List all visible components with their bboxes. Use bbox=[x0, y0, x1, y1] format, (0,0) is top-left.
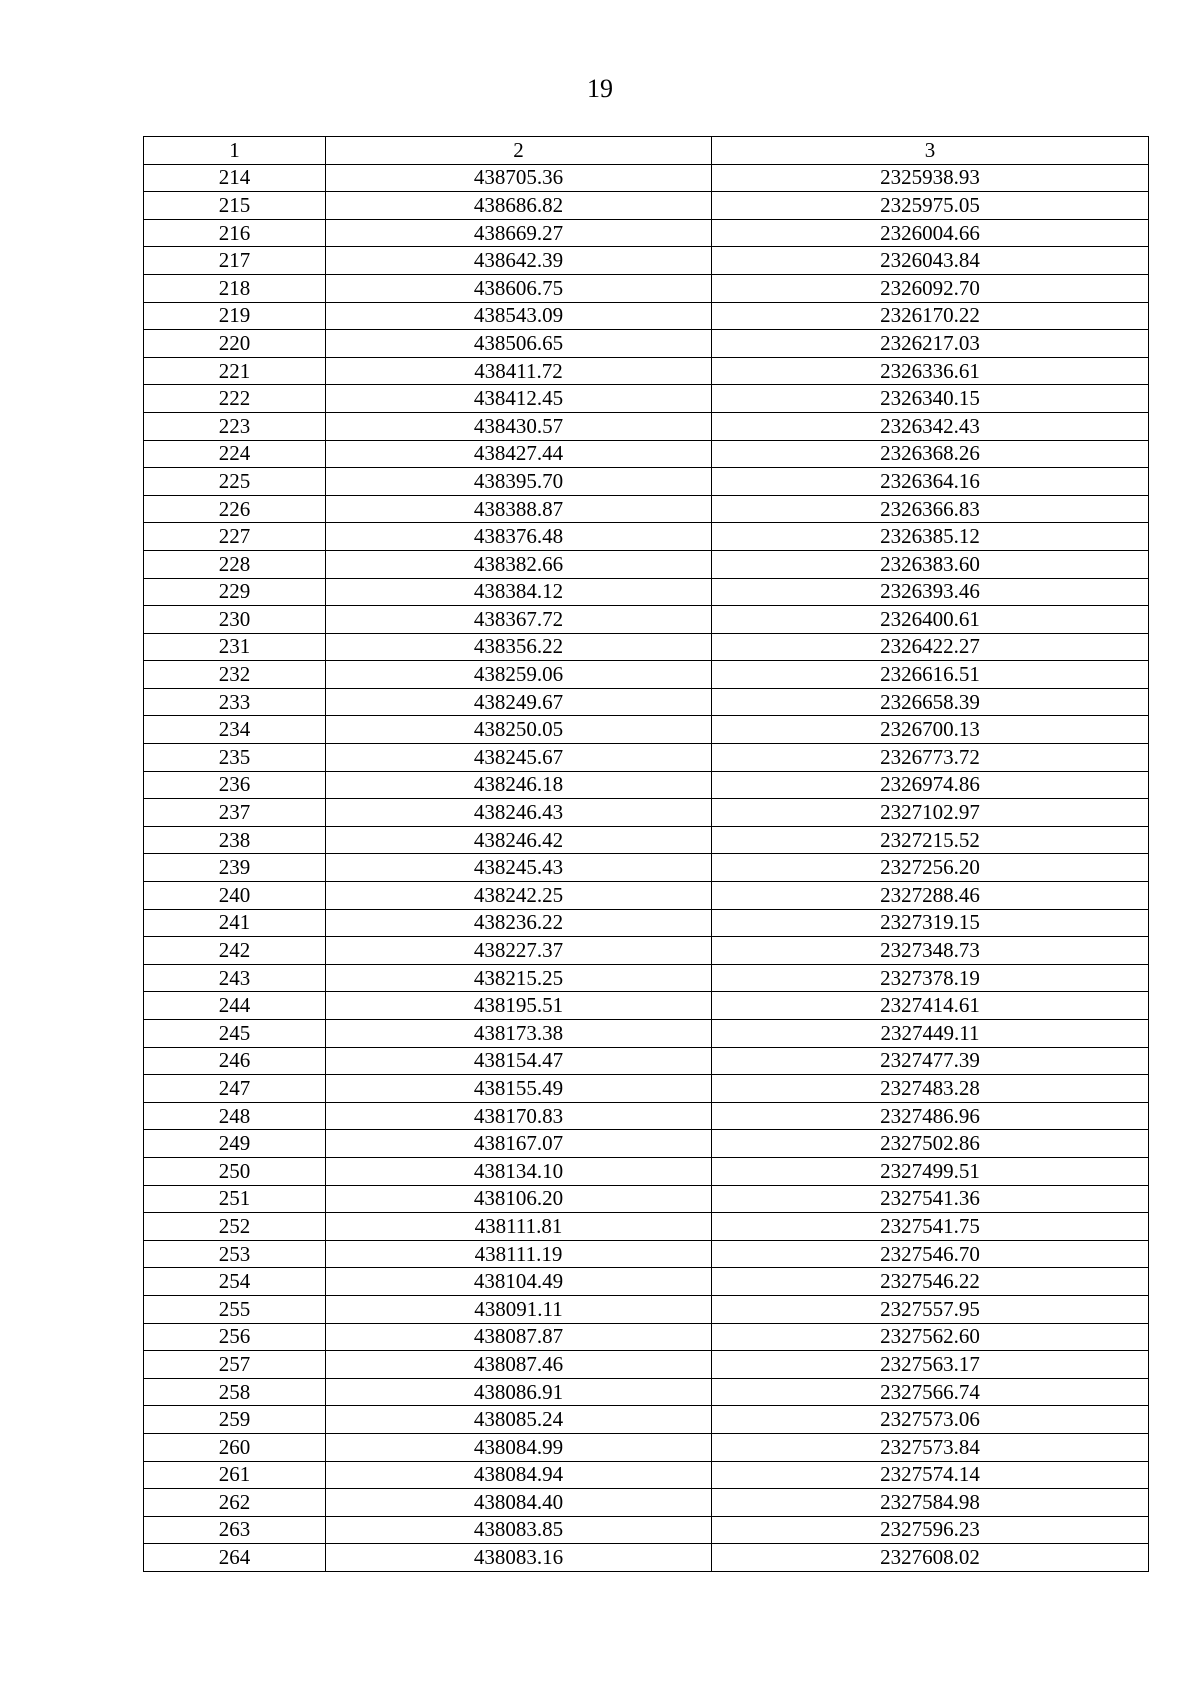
point-number-cell: 237 bbox=[144, 799, 326, 827]
y-coordinate-cell: 2327541.75 bbox=[712, 1213, 1149, 1241]
point-number-cell: 229 bbox=[144, 578, 326, 606]
x-coordinate-cell: 438086.91 bbox=[326, 1378, 712, 1406]
point-number-cell: 261 bbox=[144, 1461, 326, 1489]
table-row bbox=[144, 578, 1149, 606]
table-row bbox=[144, 1295, 1149, 1323]
table-row bbox=[144, 1075, 1149, 1103]
point-number-cell: 255 bbox=[144, 1295, 326, 1323]
point-number-cell: 217 bbox=[144, 247, 326, 275]
x-coordinate-cell: 438215.25 bbox=[326, 964, 712, 992]
table-row bbox=[144, 1130, 1149, 1158]
table-row bbox=[144, 937, 1149, 965]
coordinates-table bbox=[143, 136, 1149, 1572]
table-row bbox=[144, 1406, 1149, 1434]
point-number-cell: 249 bbox=[144, 1130, 326, 1158]
point-number-cell: 240 bbox=[144, 882, 326, 910]
y-coordinate-cell: 2326368.26 bbox=[712, 440, 1149, 468]
table-row bbox=[144, 1489, 1149, 1517]
table-row bbox=[144, 854, 1149, 882]
y-coordinate-cell: 2326773.72 bbox=[712, 744, 1149, 772]
point-number-cell: 232 bbox=[144, 661, 326, 689]
point-number-cell: 226 bbox=[144, 495, 326, 523]
table-row bbox=[144, 440, 1149, 468]
y-coordinate-cell: 2327215.52 bbox=[712, 826, 1149, 854]
y-coordinate-cell: 2326336.61 bbox=[712, 357, 1149, 385]
x-coordinate-cell: 438236.22 bbox=[326, 909, 712, 937]
x-coordinate-cell: 438084.94 bbox=[326, 1461, 712, 1489]
table-row bbox=[144, 661, 1149, 689]
table-row bbox=[144, 302, 1149, 330]
y-coordinate-cell: 2327596.23 bbox=[712, 1516, 1149, 1544]
y-coordinate-cell: 2327562.60 bbox=[712, 1323, 1149, 1351]
table-row bbox=[144, 523, 1149, 551]
point-number-cell: 250 bbox=[144, 1157, 326, 1185]
x-coordinate-cell: 438195.51 bbox=[326, 992, 712, 1020]
point-number-cell: 254 bbox=[144, 1268, 326, 1296]
column-header: 1 bbox=[144, 137, 326, 165]
x-coordinate-cell: 438084.99 bbox=[326, 1433, 712, 1461]
table-row bbox=[144, 1185, 1149, 1213]
table-row bbox=[144, 1047, 1149, 1075]
y-coordinate-cell: 2326342.43 bbox=[712, 412, 1149, 440]
x-coordinate-cell: 438384.12 bbox=[326, 578, 712, 606]
point-number-cell: 233 bbox=[144, 688, 326, 716]
y-coordinate-cell: 2326658.39 bbox=[712, 688, 1149, 716]
table-row bbox=[144, 688, 1149, 716]
x-coordinate-cell: 438705.36 bbox=[326, 164, 712, 192]
y-coordinate-cell: 2326422.27 bbox=[712, 633, 1149, 661]
x-coordinate-cell: 438382.66 bbox=[326, 550, 712, 578]
y-coordinate-cell: 2327378.19 bbox=[712, 964, 1149, 992]
table-row bbox=[144, 909, 1149, 937]
point-number-cell: 230 bbox=[144, 606, 326, 634]
y-coordinate-cell: 2326004.66 bbox=[712, 219, 1149, 247]
x-coordinate-cell: 438411.72 bbox=[326, 357, 712, 385]
x-coordinate-cell: 438083.85 bbox=[326, 1516, 712, 1544]
table-row bbox=[144, 1544, 1149, 1572]
point-number-cell: 241 bbox=[144, 909, 326, 937]
x-coordinate-cell: 438084.40 bbox=[326, 1489, 712, 1517]
y-coordinate-cell: 2326092.70 bbox=[712, 274, 1149, 302]
y-coordinate-cell: 2326364.16 bbox=[712, 468, 1149, 496]
y-coordinate-cell: 2326043.84 bbox=[712, 247, 1149, 275]
table-row bbox=[144, 1157, 1149, 1185]
y-coordinate-cell: 2327348.73 bbox=[712, 937, 1149, 965]
point-number-cell: 260 bbox=[144, 1433, 326, 1461]
table-row bbox=[144, 964, 1149, 992]
x-coordinate-cell: 438388.87 bbox=[326, 495, 712, 523]
point-number-cell: 251 bbox=[144, 1185, 326, 1213]
point-number-cell: 252 bbox=[144, 1213, 326, 1241]
y-coordinate-cell: 2326217.03 bbox=[712, 330, 1149, 358]
table-row bbox=[144, 716, 1149, 744]
x-coordinate-cell: 438543.09 bbox=[326, 302, 712, 330]
table-row bbox=[144, 468, 1149, 496]
x-coordinate-cell: 438155.49 bbox=[326, 1075, 712, 1103]
table-row bbox=[144, 274, 1149, 302]
point-number-cell: 257 bbox=[144, 1351, 326, 1379]
x-coordinate-cell: 438087.46 bbox=[326, 1351, 712, 1379]
table-row bbox=[144, 882, 1149, 910]
y-coordinate-cell: 2326383.60 bbox=[712, 550, 1149, 578]
point-number-cell: 242 bbox=[144, 937, 326, 965]
x-coordinate-cell: 438245.43 bbox=[326, 854, 712, 882]
y-coordinate-cell: 2327557.95 bbox=[712, 1295, 1149, 1323]
x-coordinate-cell: 438250.05 bbox=[326, 716, 712, 744]
point-number-cell: 219 bbox=[144, 302, 326, 330]
point-number-cell: 263 bbox=[144, 1516, 326, 1544]
table-row bbox=[144, 992, 1149, 1020]
y-coordinate-cell: 2326393.46 bbox=[712, 578, 1149, 606]
point-number-cell: 246 bbox=[144, 1047, 326, 1075]
table-row bbox=[144, 1020, 1149, 1048]
x-coordinate-cell: 438083.16 bbox=[326, 1544, 712, 1572]
point-number-cell: 236 bbox=[144, 771, 326, 799]
point-number-cell: 231 bbox=[144, 633, 326, 661]
y-coordinate-cell: 2327483.28 bbox=[712, 1075, 1149, 1103]
y-coordinate-cell: 2327546.22 bbox=[712, 1268, 1149, 1296]
table-row bbox=[144, 1351, 1149, 1379]
x-coordinate-cell: 438242.25 bbox=[326, 882, 712, 910]
point-number-cell: 264 bbox=[144, 1544, 326, 1572]
point-number-cell: 244 bbox=[144, 992, 326, 1020]
x-coordinate-cell: 438430.57 bbox=[326, 412, 712, 440]
table-row bbox=[144, 330, 1149, 358]
point-number-cell: 216 bbox=[144, 219, 326, 247]
table-row bbox=[144, 1433, 1149, 1461]
table-row bbox=[144, 192, 1149, 220]
point-number-cell: 214 bbox=[144, 164, 326, 192]
table-header-row bbox=[144, 137, 1149, 165]
y-coordinate-cell: 2326616.51 bbox=[712, 661, 1149, 689]
table-row bbox=[144, 1213, 1149, 1241]
point-number-cell: 218 bbox=[144, 274, 326, 302]
x-coordinate-cell: 438356.22 bbox=[326, 633, 712, 661]
y-coordinate-cell: 2327573.06 bbox=[712, 1406, 1149, 1434]
x-coordinate-cell: 438111.81 bbox=[326, 1213, 712, 1241]
table-row bbox=[144, 1378, 1149, 1406]
y-coordinate-cell: 2327499.51 bbox=[712, 1157, 1149, 1185]
point-number-cell: 228 bbox=[144, 550, 326, 578]
x-coordinate-cell: 438246.43 bbox=[326, 799, 712, 827]
x-coordinate-cell: 438154.47 bbox=[326, 1047, 712, 1075]
table-row bbox=[144, 219, 1149, 247]
table-row bbox=[144, 495, 1149, 523]
point-number-cell: 235 bbox=[144, 744, 326, 772]
point-number-cell: 223 bbox=[144, 412, 326, 440]
point-number-cell: 243 bbox=[144, 964, 326, 992]
y-coordinate-cell: 2326974.86 bbox=[712, 771, 1149, 799]
point-number-cell: 220 bbox=[144, 330, 326, 358]
x-coordinate-cell: 438259.06 bbox=[326, 661, 712, 689]
x-coordinate-cell: 438395.70 bbox=[326, 468, 712, 496]
x-coordinate-cell: 438686.82 bbox=[326, 192, 712, 220]
point-number-cell: 248 bbox=[144, 1102, 326, 1130]
y-coordinate-cell: 2327502.86 bbox=[712, 1130, 1149, 1158]
y-coordinate-cell: 2327319.15 bbox=[712, 909, 1149, 937]
page-number: 19 bbox=[587, 74, 613, 103]
table-row bbox=[144, 744, 1149, 772]
y-coordinate-cell: 2326385.12 bbox=[712, 523, 1149, 551]
table-body bbox=[144, 164, 1149, 1571]
y-coordinate-cell: 2326170.22 bbox=[712, 302, 1149, 330]
table-row bbox=[144, 412, 1149, 440]
x-coordinate-cell: 438376.48 bbox=[326, 523, 712, 551]
table-row bbox=[144, 1240, 1149, 1268]
point-number-cell: 256 bbox=[144, 1323, 326, 1351]
x-coordinate-cell: 438246.18 bbox=[326, 771, 712, 799]
y-coordinate-cell: 2327288.46 bbox=[712, 882, 1149, 910]
y-coordinate-cell: 2326400.61 bbox=[712, 606, 1149, 634]
point-number-cell: 222 bbox=[144, 385, 326, 413]
y-coordinate-cell: 2327563.17 bbox=[712, 1351, 1149, 1379]
table-row bbox=[144, 799, 1149, 827]
x-coordinate-cell: 438506.65 bbox=[326, 330, 712, 358]
point-number-cell: 247 bbox=[144, 1075, 326, 1103]
point-number-cell: 253 bbox=[144, 1240, 326, 1268]
point-number-cell: 225 bbox=[144, 468, 326, 496]
table-row bbox=[144, 1323, 1149, 1351]
y-coordinate-cell: 2327546.70 bbox=[712, 1240, 1149, 1268]
table-row bbox=[144, 1461, 1149, 1489]
point-number-cell: 234 bbox=[144, 716, 326, 744]
x-coordinate-cell: 438606.75 bbox=[326, 274, 712, 302]
point-number-cell: 221 bbox=[144, 357, 326, 385]
table-row bbox=[144, 1516, 1149, 1544]
table-row bbox=[144, 357, 1149, 385]
table-row bbox=[144, 826, 1149, 854]
point-number-cell: 258 bbox=[144, 1378, 326, 1406]
table-row bbox=[144, 771, 1149, 799]
y-coordinate-cell: 2325938.93 bbox=[712, 164, 1149, 192]
point-number-cell: 215 bbox=[144, 192, 326, 220]
table-row bbox=[144, 164, 1149, 192]
x-coordinate-cell: 438091.11 bbox=[326, 1295, 712, 1323]
column-header: 3 bbox=[712, 137, 1149, 165]
x-coordinate-cell: 438642.39 bbox=[326, 247, 712, 275]
y-coordinate-cell: 2327486.96 bbox=[712, 1102, 1149, 1130]
y-coordinate-cell: 2326366.83 bbox=[712, 495, 1149, 523]
y-coordinate-cell: 2327541.36 bbox=[712, 1185, 1149, 1213]
point-number-cell: 239 bbox=[144, 854, 326, 882]
point-number-cell: 238 bbox=[144, 826, 326, 854]
table-row bbox=[144, 606, 1149, 634]
x-coordinate-cell: 438111.19 bbox=[326, 1240, 712, 1268]
y-coordinate-cell: 2327574.14 bbox=[712, 1461, 1149, 1489]
x-coordinate-cell: 438245.67 bbox=[326, 744, 712, 772]
y-coordinate-cell: 2327449.11 bbox=[712, 1020, 1149, 1048]
table-row bbox=[144, 550, 1149, 578]
x-coordinate-cell: 438173.38 bbox=[326, 1020, 712, 1048]
x-coordinate-cell: 438106.20 bbox=[326, 1185, 712, 1213]
x-coordinate-cell: 438087.87 bbox=[326, 1323, 712, 1351]
point-number-cell: 259 bbox=[144, 1406, 326, 1434]
point-number-cell: 224 bbox=[144, 440, 326, 468]
x-coordinate-cell: 438227.37 bbox=[326, 937, 712, 965]
x-coordinate-cell: 438134.10 bbox=[326, 1157, 712, 1185]
point-number-cell: 262 bbox=[144, 1489, 326, 1517]
column-header: 2 bbox=[326, 137, 712, 165]
y-coordinate-cell: 2327573.84 bbox=[712, 1433, 1149, 1461]
table-row bbox=[144, 247, 1149, 275]
y-coordinate-cell: 2327584.98 bbox=[712, 1489, 1149, 1517]
table-row bbox=[144, 385, 1149, 413]
y-coordinate-cell: 2327102.97 bbox=[712, 799, 1149, 827]
x-coordinate-cell: 438367.72 bbox=[326, 606, 712, 634]
x-coordinate-cell: 438427.44 bbox=[326, 440, 712, 468]
table-row bbox=[144, 633, 1149, 661]
y-coordinate-cell: 2325975.05 bbox=[712, 192, 1149, 220]
y-coordinate-cell: 2327608.02 bbox=[712, 1544, 1149, 1572]
x-coordinate-cell: 438170.83 bbox=[326, 1102, 712, 1130]
y-coordinate-cell: 2327566.74 bbox=[712, 1378, 1149, 1406]
y-coordinate-cell: 2327256.20 bbox=[712, 854, 1149, 882]
table-row bbox=[144, 1102, 1149, 1130]
x-coordinate-cell: 438246.42 bbox=[326, 826, 712, 854]
x-coordinate-cell: 438412.45 bbox=[326, 385, 712, 413]
x-coordinate-cell: 438085.24 bbox=[326, 1406, 712, 1434]
x-coordinate-cell: 438249.67 bbox=[326, 688, 712, 716]
x-coordinate-cell: 438167.07 bbox=[326, 1130, 712, 1158]
table-row bbox=[144, 1268, 1149, 1296]
x-coordinate-cell: 438669.27 bbox=[326, 219, 712, 247]
y-coordinate-cell: 2327414.61 bbox=[712, 992, 1149, 1020]
x-coordinate-cell: 438104.49 bbox=[326, 1268, 712, 1296]
y-coordinate-cell: 2326340.15 bbox=[712, 385, 1149, 413]
y-coordinate-cell: 2326700.13 bbox=[712, 716, 1149, 744]
point-number-cell: 227 bbox=[144, 523, 326, 551]
y-coordinate-cell: 2327477.39 bbox=[712, 1047, 1149, 1075]
point-number-cell: 245 bbox=[144, 1020, 326, 1048]
